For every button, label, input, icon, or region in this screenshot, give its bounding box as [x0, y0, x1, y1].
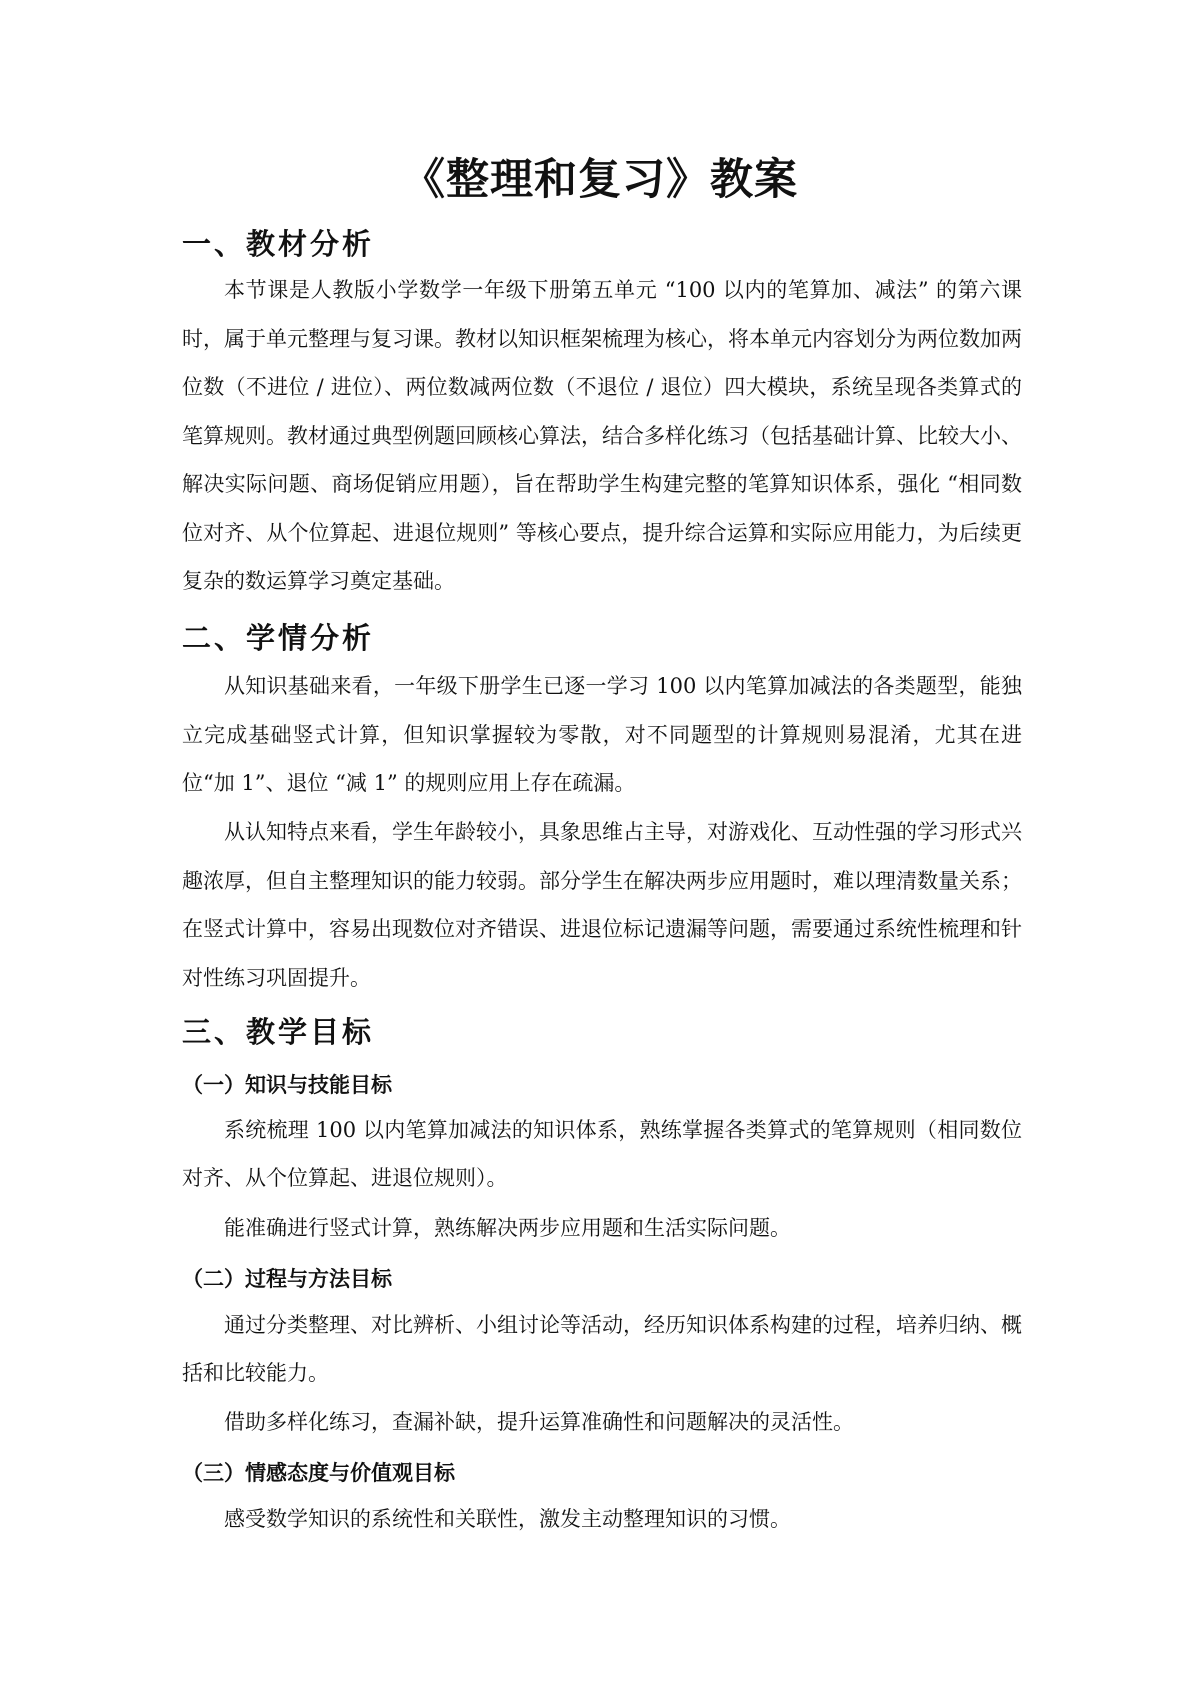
section-heading-student-analysis: 二、学情分析 — [182, 621, 375, 655]
subsection-heading-emotion-values: （三）情感态度与价值观目标 — [182, 1461, 455, 1485]
subsection-heading-process-methods: （二）过程与方法目标 — [182, 1267, 392, 1291]
paragraph-knowledge-skills-2: 能准确进行竖式计算，熟练解决两步应用题和生活实际问题。 — [224, 1216, 791, 1240]
section-heading-teaching-goals: 三、教学目标 — [182, 1015, 375, 1049]
paragraph-textbook-analysis: 本节课是人教版小学数学一年级下册第五单元 “100 以内的笔算加、减法” 的第六课时，属于单元整理与复习课。教材以知识框架梳理为核心，将本单元内容划分为两位数加两位数（不进位 / 进位）、两位数减两位数（不退位 / 退位）四大模块，系统呈现各类算式的笔算规则。教材通过典型例题回顾核心算法，结合多样化练习（包括基础计算、比较大小、解决实际问题、商场促销应用题），旨在帮助学生构建完整的笔算知识体系，强化 “相同数位对齐、从个位算起、进退位规则” 等核心要点，提升综合运算和实际应用能力，为后续更复杂的数运算学习奠定基础。 — [182, 278, 1022, 593]
document-title: 《整理和复习》教案 — [402, 155, 798, 205]
paragraph-knowledge-skills-1: 系统梳理 100 以内笔算加减法的知识体系，熟练掌握各类算式的笔算规则（相同数位对齐、从个位算起、进退位规则）。 — [182, 1118, 1022, 1190]
paragraph-cognitive-traits: 从认知特点来看，学生年龄较小，具象思维占主导，对游戏化、互动性强的学习形式兴趣浓厚，但自主整理知识的能力较弱。部分学生在解决两步应用题时，难以理清数量关系；在竖式计算中，容易出现数位对齐错误、进退位标记遗漏等问题，需要通过系统性梳理和针对性练习巩固提升。 — [182, 820, 1022, 990]
paragraph-process-methods-1: 通过分类整理、对比辨析、小组讨论等活动，经历知识体系构建的过程，培养归纳、概括和比较能力。 — [182, 1313, 1022, 1385]
paragraph-emotion-values-1: 感受数学知识的系统性和关联性，激发主动整理知识的习惯。 — [224, 1507, 791, 1531]
paragraph-knowledge-foundation: 从知识基础来看，一年级下册学生已逐一学习 100 以内笔算加减法的各类题型，能独立完成基础竖式计算，但知识掌握较为零散，对不同题型的计算规则易混淆，尤其在进位“加 1”、退位 “减 1” 的规则应用上存在疏漏。 — [182, 674, 1022, 795]
paragraph-process-methods-2: 借助多样化练习，查漏补缺，提升运算准确性和问题解决的灵活性。 — [224, 1410, 854, 1434]
subsection-heading-knowledge-skills: （一）知识与技能目标 — [182, 1073, 392, 1097]
section-heading-textbook-analysis: 一、教材分析 — [182, 227, 375, 261]
